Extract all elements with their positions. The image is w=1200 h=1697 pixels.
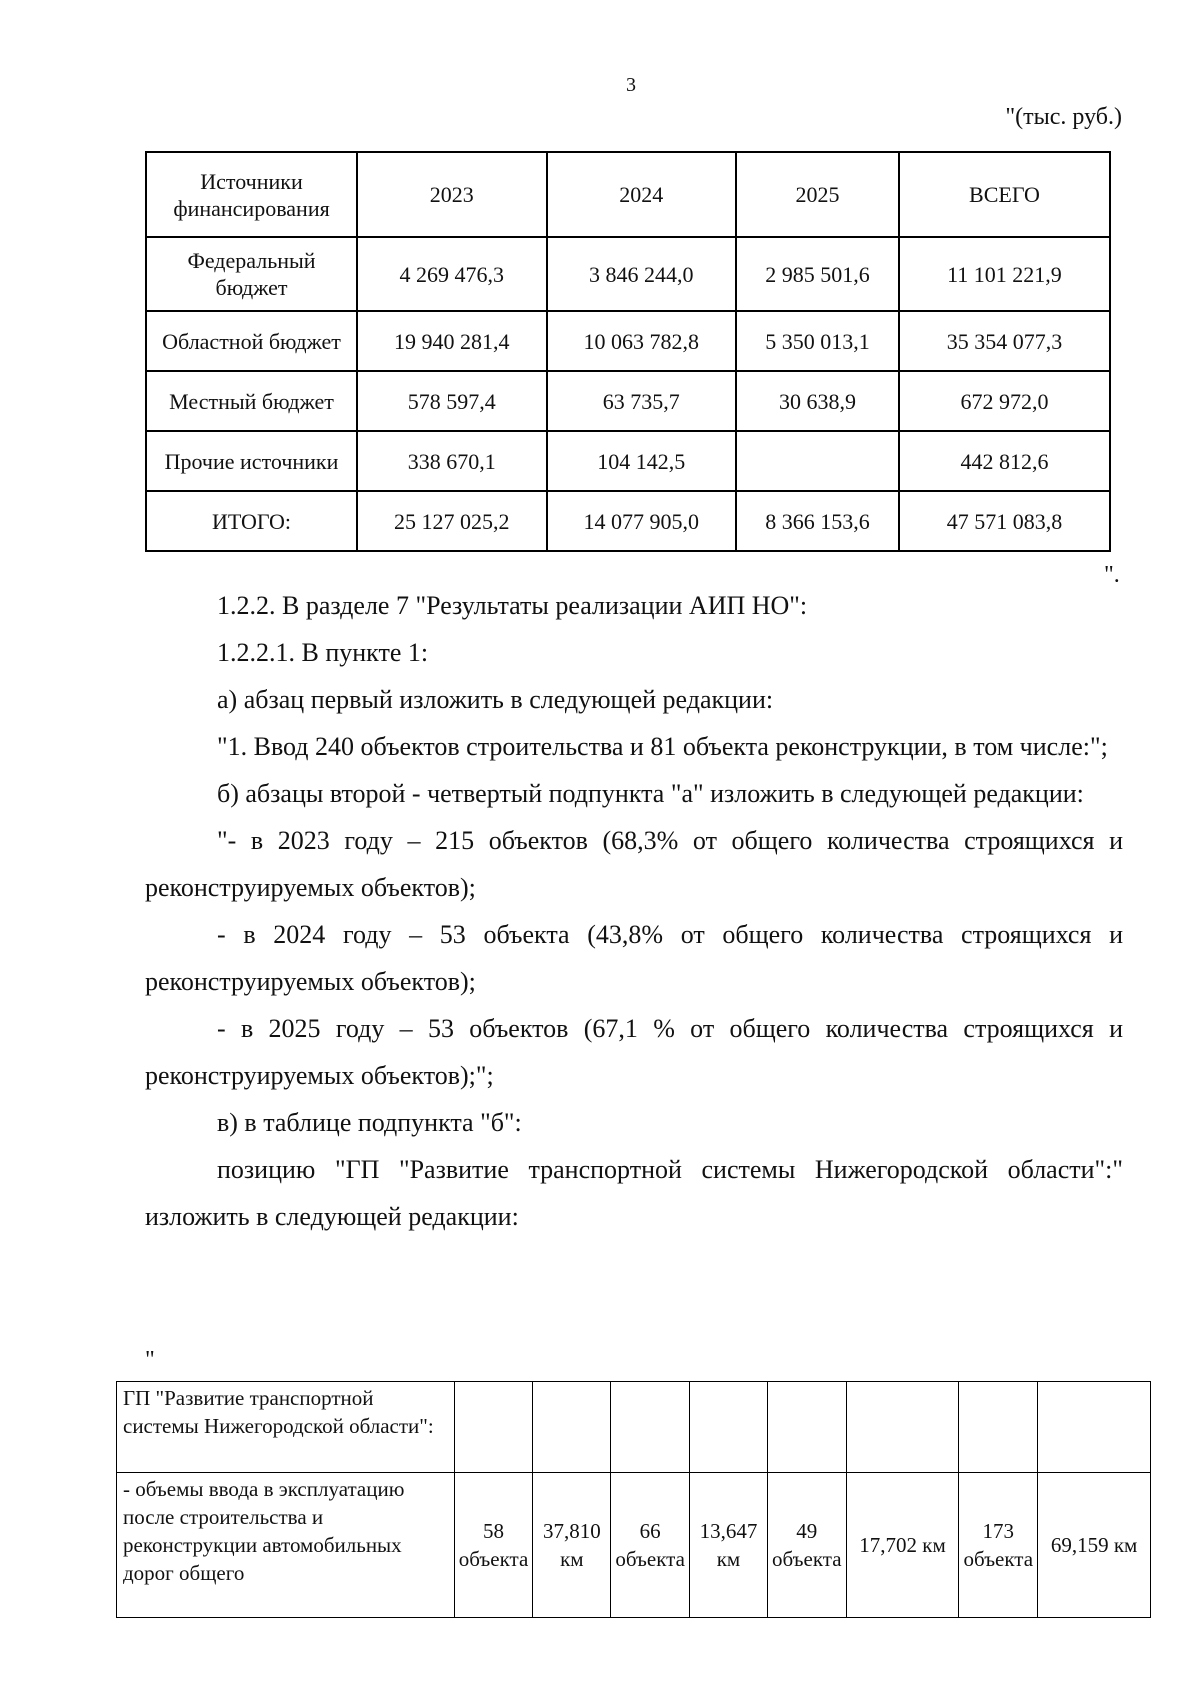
paragraph: - в 2025 году – 53 объектов (67,1 % от общего количества строящихся и реконструируемых объектов);"; (145, 1014, 1123, 1090)
cell (690, 1382, 768, 1473)
units-label: "(тыс. руб.) (1005, 104, 1122, 130)
row-total: 672 972,0 (899, 371, 1110, 431)
row-2024: 3 846 244,0 (547, 237, 737, 311)
paragraph: позицию "ГП "Развитие транспортной системы Нижегородской области":" изложить в следующей редакции: (145, 1155, 1123, 1231)
row-total: 47 571 083,8 (899, 491, 1110, 551)
table-row (146, 431, 1110, 491)
row-label: ГП "Развитие транспортной системы Нижегородской области": (117, 1382, 455, 1473)
cell (767, 1382, 846, 1473)
row-source: Местный бюджет (146, 371, 357, 431)
cell (846, 1382, 959, 1473)
cell: 17,702 км (846, 1473, 959, 1618)
cell (454, 1382, 533, 1473)
header-2025: 2025 (736, 152, 899, 237)
table-row (146, 237, 1110, 311)
cell: 49 объекта (767, 1473, 846, 1618)
paragraph: "- в 2023 году – 215 объектов (68,3% от общего количества строящихся и реконструируемых объектов); (145, 826, 1123, 902)
row-total: 442 812,6 (899, 431, 1110, 491)
cell (533, 1382, 611, 1473)
objects-table (116, 1381, 1151, 1618)
row-source: Областной бюджет (146, 311, 357, 371)
row-2025 (736, 431, 899, 491)
row-source: Прочие источники (146, 431, 357, 491)
table-header-row (146, 152, 1110, 237)
header-2023: 2023 (357, 152, 547, 237)
body-text (145, 582, 1123, 1240)
table-row (146, 371, 1110, 431)
row-2024: 104 142,5 (547, 431, 737, 491)
cell: 13,647 км (690, 1473, 768, 1618)
financing-table (145, 151, 1111, 552)
row-2023: 25 127 025,2 (357, 491, 547, 551)
cell: 173 объекта (959, 1473, 1038, 1618)
row-2023: 4 269 476,3 (357, 237, 547, 311)
row-2024: 63 735,7 (547, 371, 737, 431)
cell: 69,159 км (1038, 1473, 1151, 1618)
paragraph: 1.2.2.1. В пункте 1: (217, 638, 429, 667)
paragraph: 1.2.2. В разделе 7 "Результаты реализации АИП НО": (217, 591, 808, 620)
row-source: Федеральный бюджет (146, 237, 357, 311)
row-2025: 5 350 013,1 (736, 311, 899, 371)
row-label: - объемы ввода в эксплуатацию после строительства и реконструкции автомобильных дорог общего (117, 1473, 455, 1618)
row-2023: 338 670,1 (357, 431, 547, 491)
row-2024: 10 063 782,8 (547, 311, 737, 371)
row-2025: 30 638,9 (736, 371, 899, 431)
table-close-quote: ". (1104, 562, 1120, 588)
paragraph: б) абзацы второй - четвертый подпункта "а" изложить в следующей редакции: (217, 779, 1084, 808)
row-2025: 2 985 501,6 (736, 237, 899, 311)
paragraph: "1. Ввод 240 объектов строительства и 81 объекта реконструкции, в том числе:"; (217, 732, 1108, 761)
row-total: 11 101 221,9 (899, 237, 1110, 311)
header-sources: Источники финансирования (146, 152, 357, 237)
header-2024: 2024 (547, 152, 737, 237)
cell: 58 объекта (454, 1473, 533, 1618)
row-source: ИТОГО: (146, 491, 357, 551)
cell (959, 1382, 1038, 1473)
header-total: ВСЕГО (899, 152, 1110, 237)
paragraph: - в 2024 году – 53 объекта (43,8% от общего количества строящихся и реконструируемых объектов); (145, 920, 1123, 996)
table-total-row (146, 491, 1110, 551)
row-2024: 14 077 905,0 (547, 491, 737, 551)
row-2023: 578 597,4 (357, 371, 547, 431)
cell: 37,810 км (533, 1473, 611, 1618)
row-total: 35 354 077,3 (899, 311, 1110, 371)
row-2025: 8 366 153,6 (736, 491, 899, 551)
cell (1038, 1382, 1151, 1473)
table-row (117, 1473, 1151, 1618)
page-number: 3 (626, 74, 636, 96)
open-quote: " (145, 1347, 155, 1373)
cell: 66 объекта (611, 1473, 690, 1618)
table-row (146, 311, 1110, 371)
table-row (117, 1382, 1151, 1473)
paragraph: в) в таблице подпункта "б": (217, 1108, 522, 1137)
row-2023: 19 940 281,4 (357, 311, 547, 371)
paragraph: а) абзац первый изложить в следующей редакции: (217, 685, 774, 714)
cell (611, 1382, 690, 1473)
